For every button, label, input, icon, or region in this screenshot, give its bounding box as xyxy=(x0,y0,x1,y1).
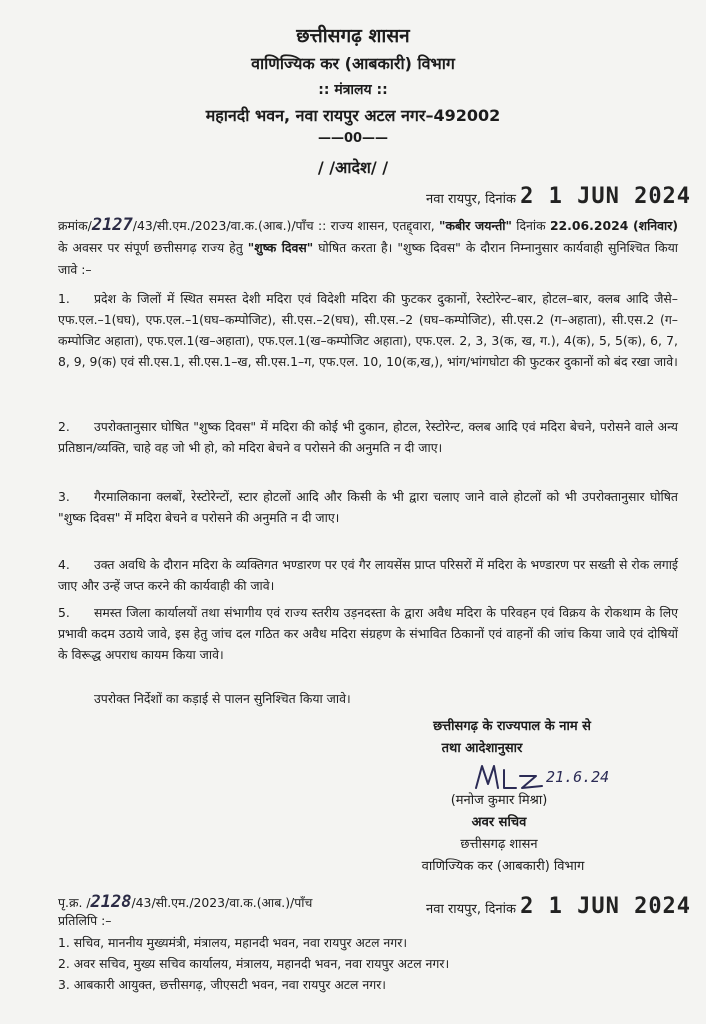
ref-date: 22.06.2024 (शनिवार) xyxy=(549,218,678,233)
paragraph-text: प्रदेश के जिलों में स्थित समस्त देशी मदिरा एवं विदेशी मदिरा की फुटकर दुकानों, रेस्टोरेन्ट–बार, होटल–बार, क्लब आदि जैसे–एफ.एल.–1(घघ), एफ.एल.–1(घघ–कम्पोजिट), सी.एस.–2(घघ), सी.एस.–2 (घघ–कम्पोजिट), सी.एस.2 (ग–अहाता), सी.एस.2 (ग–कम्पोजिट अहाता), एफ.एल.1(ख–अहाता), एफ.एल.1(ख–कम्पोजिट अहाता), एफ.एल. 2, 3, 3(क, ख, ग.), 4(क), 5, 5(क), 6, 7, 8, 9, 9(क) एवं सी.एस.1, सी.एस.1–ख, सी.एस.1–ग, एफ.एल. 10, 10(क,ख,), भांग/भांगघोटा की फुटकर दुकानों को बंद रखा जावे। xyxy=(58,291,678,369)
signature-authority-line-1: छत्तीसगढ़ के राज्यपाल के नाम से xyxy=(433,719,591,734)
order-date-stamp: 2 1 JUN 2024 xyxy=(520,184,692,209)
paragraph-text: गैरमालिकाना क्लबों, रेस्टोरेन्टों, स्टार होटलों आदि और किसी के भी द्वारा चलाए जाने वाले होटलों को भी उपरोक्तानुसार घोषित "शुष्क दिवस" में मदिरा बेचने व परोसने की अनुमति न दी जाए। xyxy=(58,489,678,525)
copy-date-place: नवा रायपुर, दिनांक xyxy=(426,902,516,917)
copy-ref-number: 2128 xyxy=(90,892,132,912)
signatory-govt: छत्तीसगढ़ शासन xyxy=(460,837,538,852)
copy-reference xyxy=(58,892,312,912)
order-date-place: नवा रायपुर, दिनांक xyxy=(426,192,516,207)
copy-label: प्रतिलिपि :– xyxy=(58,913,112,928)
paragraph-number: 3. xyxy=(58,489,70,504)
government-title: छत्तीसगढ़ शासन xyxy=(296,25,410,47)
ministry-line: :: मंत्रालय :: xyxy=(318,82,388,98)
order-title: / /आदेश/ / xyxy=(317,158,389,177)
signatory-designation: अवर सचिव xyxy=(471,815,527,830)
signatory-name: (मनोज कुमार मिश्रा) xyxy=(450,793,548,808)
paragraph-number: 1. xyxy=(58,291,70,306)
list-item: 2. अवर सचिव, मुख्य सचिव कार्यालय, मंत्रालय, महानदी भवन, नवा रायपुर अटल नगर। xyxy=(58,956,450,971)
paragraph-1 xyxy=(58,288,678,372)
paragraph-text: समस्त जिला कार्यालयों तथा संभागीय एवं राज्य स्तरीय उड़नदस्ता के द्वारा अवैध मदिरा के परिवहन एवं विक्रय के रोकथाम के लिए प्रभावी कदम उठाये जावे, इस हेतु जांच दल गठित कर अवैध मदिरा संग्रहण के संभावित ठिकानों एवं वाहनों की जांच किया जावे एवं दोषियों के विरूद्ध अपराध कायम किया जावे। xyxy=(58,605,678,662)
divider-line: ——00—— xyxy=(317,131,389,146)
ref-prefix: क्रमांक/ xyxy=(58,218,92,233)
paragraph-5 xyxy=(58,602,678,665)
paragraph-number: 5. xyxy=(58,605,70,620)
ref-text-4: घोषित करता है। "शुष्क दिवस" के दौरान निम्नानुसार कार्यवाही सुनिश्चित किया जावे :– xyxy=(58,240,678,277)
copy-date-stamp: 2 1 JUN 2024 xyxy=(520,894,692,919)
closing-line: उपरोक्त निर्देशों का कड़ाई से पालन सुनिश्चित किया जावे। xyxy=(94,691,351,706)
address-line: महानदी भवन, नवा रायपुर अटल नगर–492002 xyxy=(205,106,501,125)
signature-date: 21.6.24 xyxy=(546,768,610,786)
copy-ref-suffix: /43/सी.एम./2023/वा.क.(आब.)/पाँच xyxy=(131,895,313,910)
order-date xyxy=(426,184,691,209)
paragraph-2 xyxy=(58,416,678,458)
department-title: वाणिज्यिक कर (आबकारी) विभाग xyxy=(251,54,455,73)
paragraph-number: 4. xyxy=(58,557,70,572)
list-item: 1. सचिव, माननीय मुख्यमंत्री, मंत्रालय, महानदी भवन, नवा रायपुर अटल नगर। xyxy=(58,935,408,950)
ref-number: 2127 xyxy=(91,215,133,235)
order-reference xyxy=(58,214,678,281)
copy-list xyxy=(58,932,449,995)
ref-text-3: के अवसर पर संपूर्ण छत्तीसगढ़ राज्य हेतु xyxy=(58,240,243,255)
paragraph-3 xyxy=(58,486,678,528)
ref-text-1: :: राज्य शासन, एतद्द्वारा, xyxy=(317,218,435,233)
paragraph-text: उपरोक्तानुसार घोषित "शुष्क दिवस" में मदिरा की कोई भी दुकान, होटल, रेस्टोरेन्ट, क्लब आदि एवं मदिरा बेचने, परोसने वाले अन्य प्रतिष्ठान/व्यक्ति, चाहे वह जो भी हो, को मदिरा बेचने व परोसने की अनुमति न दी जाए। xyxy=(58,419,678,455)
list-item: 3. आबकारी आयुक्त, छत्तीसगढ़, जीएसटी भवन, नवा रायपुर अटल नगर। xyxy=(58,977,386,992)
ref-dry-day: "शुष्क दिवस" xyxy=(247,240,314,255)
paragraph-text: उक्त अवधि के दौरान मदिरा के व्यक्तिगत भण्डारण पर एवं गैर लायसेंस प्राप्त परिसरों में मदिरा के भण्डारण पर सख्ती से रोक लगाई जाए और उन्हें जप्त करने की कार्यवाही की जावे। xyxy=(58,557,678,593)
ref-suffix: /43/सी.एम./2023/वा.क.(आब.)/पाँच xyxy=(132,218,314,233)
copy-ref-prefix: पृ.क्र. / xyxy=(58,895,91,910)
ref-text-2: दिनांक xyxy=(516,218,546,233)
copy-date xyxy=(426,894,691,919)
signatory-dept: वाणिज्यिक कर (आबकारी) विभाग xyxy=(421,859,585,874)
ref-occasion: "कबीर जयन्ती" xyxy=(439,218,512,233)
paragraph-4 xyxy=(58,554,678,596)
paragraph-number: 2. xyxy=(58,419,70,434)
signature-authority-line-2: तथा आदेशानुसार xyxy=(441,741,523,756)
